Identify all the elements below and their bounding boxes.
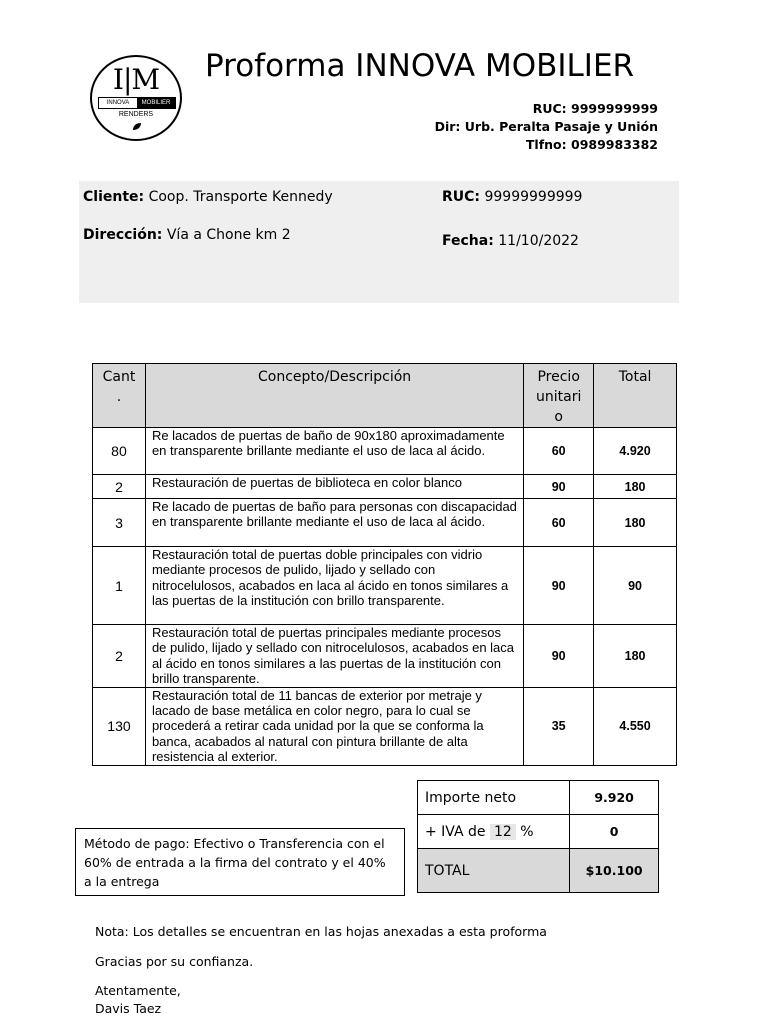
row-qty: 1 [93,547,146,625]
row-qty: 130 [93,687,146,765]
row-total: 4.920 [594,428,677,475]
payment-method-box: Método de pago: Efectivo o Transferencia con el 60% de entrada a la firma del contrato y el 40% a la entrega [75,828,405,896]
iva-prefix: + IVA de [425,823,486,840]
company-address: Urb. Peralta Pasaje y Unión [464,119,658,134]
table-row [93,547,677,625]
header-description: Concepto/Descripción [145,364,523,428]
row-description: Restauración de puertas de biblioteca en color blanco [145,475,523,499]
company-ruc-line [435,100,658,118]
table-row [93,687,677,765]
row-qty: 2 [93,475,146,499]
leaf-icon [132,122,142,134]
row-description: Re lacados de puertas de baño de 90x180 aproximadamente en transparente brillante mediante el uso de laca al ácido. [145,428,523,475]
row-qty: 2 [93,625,146,688]
row-unit-price: 60 [524,499,594,547]
logo-mark: I|M [112,63,160,96]
client-name-label: Cliente: [83,189,145,205]
row-description: Restauración total de puertas doble principales con vidrio mediante procesos de pulido, lijado y sellado con nitrocelulosos, acabados en laca al ácido en tonos similares a las puertas de la institución con brillo transparente. [145,547,523,625]
row-qty: 3 [93,499,146,547]
iva-row [418,815,659,849]
net-amount: 9.920 [570,781,659,815]
client-date-label: Fecha: [442,233,494,249]
items-table [92,363,677,766]
logo-bar-right: MOBILIER [137,98,175,108]
totals-table [417,780,659,893]
closing-text: Atentamente, [95,983,181,998]
row-description: Restauración total de puertas principales mediante procesos de pulido, lijado y sellado con nitrocelulosos, acabados en laca al ácido en tonos similares a las puertas de la institución con brillo transparente. [145,625,523,688]
net-row [418,781,659,815]
row-unit-price: 35 [524,687,594,765]
logo-bar [98,97,176,109]
row-qty: 80 [93,428,146,475]
company-phone-label: Tlfno: [525,137,567,152]
client-ruc-label: RUC: [442,189,481,205]
row-description: Restauración total de 11 bancas de exterior por metraje y lacado de base metálica en color negro, para lo cual se procederá a retirar cada unidad por la que se conforma la banca, acabados al natural con pintura brillante de alta resistencia al exterior. [145,687,523,765]
row-unit-price: 90 [524,547,594,625]
table-row [93,625,677,688]
company-phone: 0989983382 [571,137,658,152]
row-unit-price: 90 [524,475,594,499]
client-address-field [83,227,291,243]
net-label: Importe neto [418,781,570,815]
client-ruc-field [442,189,582,205]
company-logo [90,55,182,141]
client-name-field [83,189,333,205]
row-unit-price: 60 [524,428,594,475]
total-row [418,849,659,893]
row-total: 90 [594,547,677,625]
iva-rate: 12 [490,824,516,840]
total-amount: $10.100 [570,849,659,893]
client-address-label: Dirección: [83,227,163,243]
items-header-row [93,364,677,428]
client-name: Coop. Transporte Kennedy [148,189,333,205]
client-box [79,181,679,303]
row-total: 4.550 [594,687,677,765]
iva-suffix: % [520,823,534,840]
row-total: 180 [594,625,677,688]
thanks-text: Gracias por su confianza. [95,954,254,969]
iva-amount: 0 [570,815,659,849]
document-title: Proforma INNOVA MOBILIER [205,48,635,84]
header-qty: Cant . [93,364,146,428]
row-total: 180 [594,475,677,499]
table-row [93,499,677,547]
company-phone-line [435,136,658,154]
note-text: Nota: Los detalles se encuentran en las hojas anexadas a esta proforma [95,924,547,939]
client-ruc: 99999999999 [484,189,583,205]
company-info [435,100,658,154]
client-date-field [442,233,579,249]
header-total: Total [594,364,677,428]
client-date: 11/10/2022 [498,233,579,249]
signer-name: Davis Taez [95,1001,162,1016]
row-total: 180 [594,499,677,547]
total-label: TOTAL [418,849,570,893]
logo-bar-left: INNOVA [106,100,130,106]
company-address-line [435,118,658,136]
company-address-label: Dir: [434,119,461,134]
header-unit-price: Precio unitari o [524,364,594,428]
logo-tagline: RENDERS [118,111,154,118]
client-address: Vía a Chone km 2 [166,227,291,243]
row-unit-price: 90 [524,625,594,688]
row-description: Re lacado de puertas de baño para personas con discapacidad en transparente brillante mediante el uso de laca al ácido. [145,499,523,547]
iva-label [418,815,570,849]
table-row [93,428,677,475]
company-ruc-label: RUC: [532,101,567,116]
company-ruc: 9999999999 [571,101,658,116]
table-row [93,475,677,499]
